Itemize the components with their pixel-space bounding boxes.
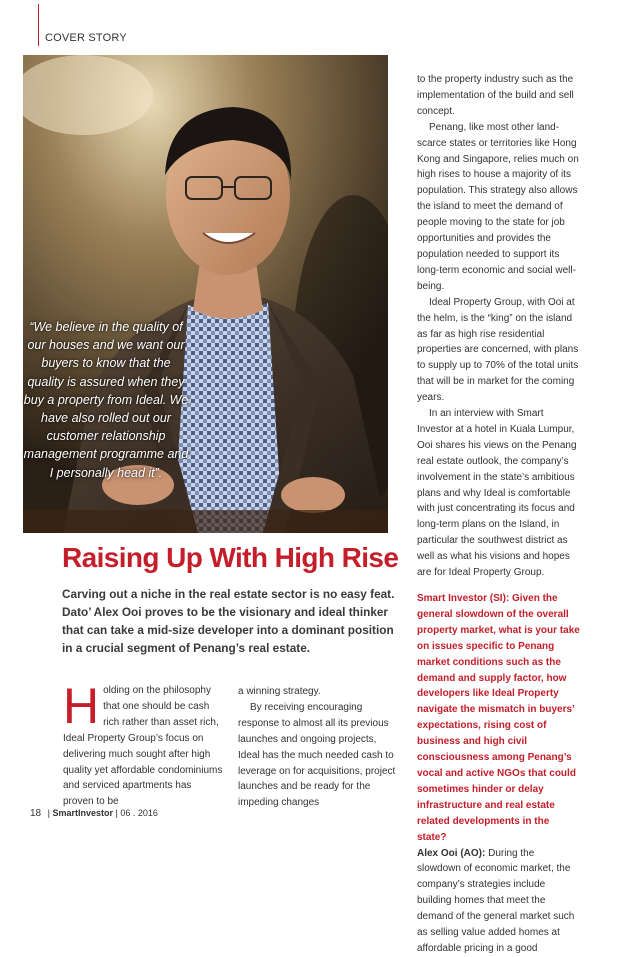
body-paragraph: olding on the philosophy that one should be cash rich rather than asset rich, Ideal Property Group’s focus on delivering much sought after high quality yet affordable condominiums and serviced apartments has proven to be (63, 685, 223, 808)
body-paragraph: In an interview with Smart Investor at a hotel in Kuala Lumpur, Ooi shares his views on the Penang real estate outlook, the company’s involvement in the state’s ambitious plans and why Ideal is comfortable with just concentrating its focus and long-term plans on the Island, in particular the southwest district as well as what his visions and hopes are for Ideal Property Group. (417, 408, 577, 579)
pull-quote: “We believe in the quality of our houses and we want our buyers to know that the quality is assured when they buy a property from Ideal. We have also rolled out our customer relationship management programme and I personally head it”. (23, 320, 189, 480)
section-rule (38, 4, 39, 46)
drop-cap: H (63, 678, 100, 734)
interview-question: Smart Investor (SI): Given the general slowdown of the overall property market, what is your take on issues specific to Penang market conditions such as the demand and supply factor, how developers like Ideal Property navigate the mismatch in buyers’ expectations, rising cost of business and high civil consciousness among Penang’s vocal and active NGOs that could sometimes hinder or delay infrastructure and real estate related developments in the state? (417, 593, 580, 843)
page-number: 18 (30, 808, 42, 819)
magazine-brand: SmartInvestor (52, 808, 113, 818)
body-paragraph: Penang, like most other land-scarce states or territories like Hong Kong and Singapore, relies much on high rises to house a majority of its population. This strategy also allows the island to meet the demand of people moving to the state for job opportunities and provides the population needed to support its long-term economic and social well-being. (417, 121, 579, 292)
article-headline: Raising Up With High Rise (62, 542, 399, 573)
issue-date: 06 . 2016 (120, 808, 158, 818)
body-column-3 (417, 72, 580, 957)
body-paragraph: By receiving encouraging response to almost all its previous launches and ongoing projects, Ideal has the much needed cash to leverage on for acquisitions, project launches and be ready for the impeding changes (238, 701, 396, 809)
body-paragraph: a winning strategy. (238, 686, 321, 697)
article-standfirst: Carving out a niche in the real estate sector is no easy feat. Dato’ Alex Ooi proves to be the visionary and ideal thinker that can take a mid-size developer into a dominant position in a crucial segment of Penang’s real estate. (62, 587, 395, 655)
section-label: COVER STORY (45, 32, 127, 44)
body-paragraph: to the property industry such as the implementation of the build and sell concept. (417, 74, 574, 117)
body-column-2 (238, 684, 398, 811)
answer-label: Alex Ooi (AO): (417, 847, 486, 859)
body-column-1 (63, 678, 223, 810)
body-paragraph: Ideal Property Group, with Ooi at the helm, is the “king” on the island as far as high rise residential properties are concerned, with plans to supply up to 70% of the total units that will be in market for the coming years. (417, 296, 579, 404)
page-footer: 18 | SmartInvestor | 06 . 2016 (30, 808, 158, 819)
interview-answer (417, 846, 580, 957)
answer-text: During the slowdown of economic market, the company’s strategies include building homes that meet the demand of the general market such as selling value added homes at affordable pricing in a good (417, 847, 575, 954)
